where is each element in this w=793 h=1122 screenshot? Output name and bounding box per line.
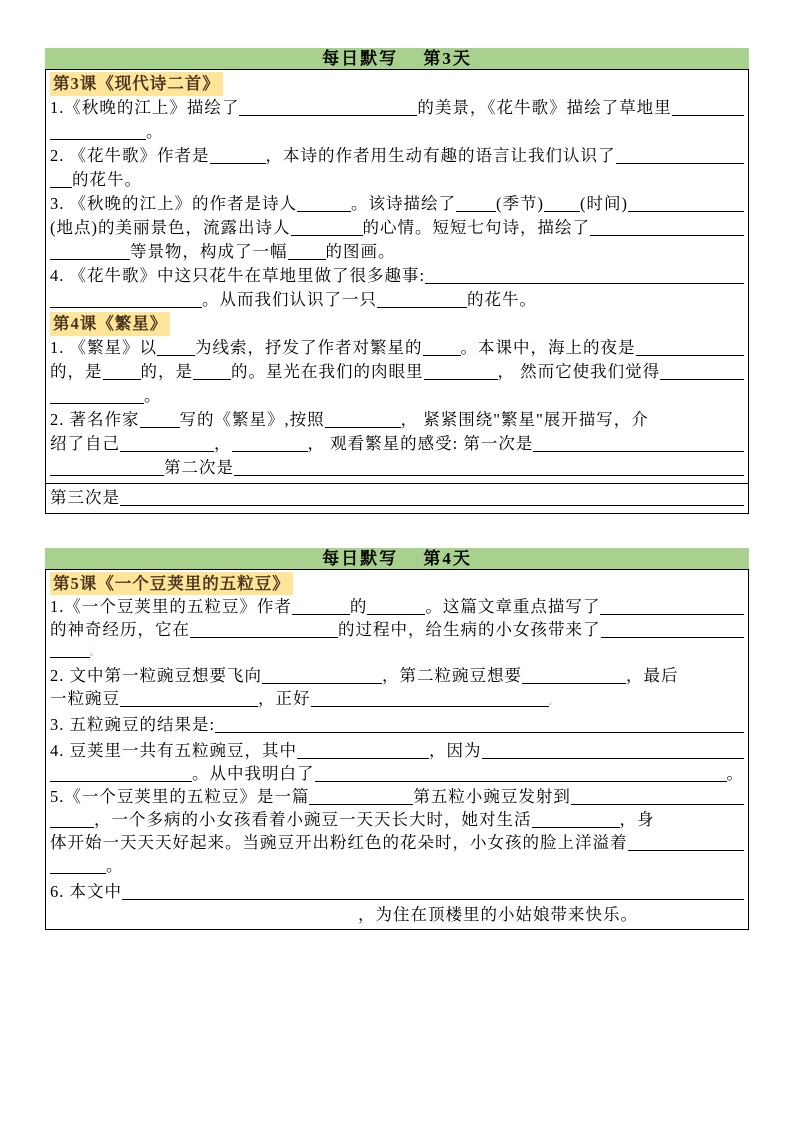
worksheet-line xyxy=(50,831,744,854)
day4-dictation-table xyxy=(45,569,749,930)
blank-underline xyxy=(590,233,744,236)
blank-underline xyxy=(103,377,141,380)
blank-underline xyxy=(628,848,745,851)
worksheet-line xyxy=(50,595,744,618)
text-run: 的花牛。 xyxy=(467,290,537,309)
text-run: ， xyxy=(214,434,232,453)
blank-underline xyxy=(50,655,90,658)
worksheet-line xyxy=(50,432,744,456)
worksheet-line xyxy=(50,408,744,432)
text-run: 的，是 xyxy=(50,362,103,381)
text-run: 。该诗描绘了 xyxy=(351,194,456,213)
blank-underline xyxy=(628,209,744,212)
text-run: ，身 xyxy=(619,810,655,829)
blank-underline xyxy=(636,353,745,356)
text-run: 1.《秋晚的江上》描绘了 xyxy=(50,98,240,117)
worksheet-line xyxy=(50,664,744,687)
red-punctuation: 。 xyxy=(90,647,101,657)
text-run: 体开始一天天天好起来。当豌豆开出粉红色的花朵时，小女孩的脸上洋溢着 xyxy=(50,833,628,852)
day4-section xyxy=(45,548,749,930)
day4-header-banner: 每日默写 第4天 xyxy=(45,548,749,569)
blank-underline xyxy=(140,425,180,428)
blank-underline xyxy=(672,113,744,116)
blank-underline xyxy=(232,449,308,452)
text-run: 。从而我们认识了一只 xyxy=(202,290,377,309)
blank-underline xyxy=(262,681,382,684)
text-run: 绍了自己 xyxy=(50,434,120,453)
worksheet-line xyxy=(50,486,744,510)
text-run: 的过程中，给生病的小女孩带来了 xyxy=(338,620,601,639)
lesson-title: 第5课《一个豆荚里的五粒豆》 xyxy=(50,572,293,595)
blank-underline xyxy=(193,377,231,380)
worksheet-line xyxy=(50,96,744,120)
text-run: 2. 《花牛歌》作者是 xyxy=(50,146,210,165)
blank-underline xyxy=(291,233,363,236)
blank-underline xyxy=(544,209,580,212)
blank-underline xyxy=(532,825,620,828)
text-run: ，一个多病的小女孩看着小豌豆一天天长大时，她对生活 xyxy=(94,810,532,829)
blank-underline xyxy=(377,305,467,308)
text-run: 6. 本文中 xyxy=(50,882,122,901)
blank-underline xyxy=(190,635,338,638)
text-run: 的，是 xyxy=(140,362,193,381)
text-run: 的 xyxy=(349,597,368,616)
text-run: 的花牛。 xyxy=(72,170,142,189)
blank-underline xyxy=(50,871,106,874)
text-run: 的心情。短短七句诗，描绘了 xyxy=(362,218,590,237)
blank-underline xyxy=(325,425,401,428)
text-run: 1. 《繁星》以 xyxy=(50,338,157,357)
text-run: 。 xyxy=(106,856,124,875)
blank-underline xyxy=(234,473,744,476)
table-row xyxy=(46,70,748,483)
text-run: ， 紧紧围绕"繁星"展开描写，介 xyxy=(400,410,649,429)
spacer xyxy=(50,919,358,920)
text-run: 2. 文中第一粒豌豆想要飞向 xyxy=(50,666,262,685)
blank-underline xyxy=(601,635,745,638)
worksheet-line xyxy=(50,312,744,336)
blank-underline xyxy=(292,612,350,615)
text-run: 3. 五粒豌豆的结果是: xyxy=(50,715,216,734)
worksheet-line xyxy=(50,903,744,926)
blank-underline xyxy=(315,779,727,782)
text-run: 。这篇文章重点描写了 xyxy=(425,597,601,616)
text-run: 写的《繁星》,按照 xyxy=(179,410,325,429)
text-run: (时间) xyxy=(580,194,628,213)
worksheet-line xyxy=(50,192,744,216)
text-run: 等景物，构成了一幅 xyxy=(130,242,288,261)
worksheet-line xyxy=(50,72,744,96)
text-run: ， 然而它使我们觉得 xyxy=(497,362,661,381)
blank-underline xyxy=(50,257,130,260)
blank-underline xyxy=(533,449,744,452)
text-run: 1.《一个豆荚里的五粒豆》作者 xyxy=(50,597,292,616)
text-run: 的美景，《花牛歌》描绘了草地里 xyxy=(417,98,672,117)
blank-underline xyxy=(157,353,195,356)
text-run: 4. 豆荚里一共有五粒豌豆，其中 xyxy=(50,741,297,760)
worksheet-line xyxy=(50,456,744,480)
text-run: 。 xyxy=(726,764,744,783)
worksheet-line xyxy=(50,739,744,762)
table-row xyxy=(46,570,748,929)
blank-underline xyxy=(600,612,744,615)
worksheet-line xyxy=(50,384,744,408)
blank-underline xyxy=(660,377,744,380)
worksheet-line xyxy=(50,168,744,192)
blank-underline xyxy=(482,756,745,759)
text-run: 的。星光在我们的肉眼里 xyxy=(231,362,424,381)
worksheet-line xyxy=(50,572,744,595)
text-run: 。 xyxy=(144,386,162,405)
blank-underline xyxy=(571,802,744,805)
blank-underline xyxy=(616,161,745,164)
text-run: 4. 《花牛歌》中这只花牛在草地里做了很多趣事: xyxy=(50,266,426,285)
worksheet-line xyxy=(50,264,744,288)
text-run: ，因为 xyxy=(429,741,482,760)
blank-underline xyxy=(210,161,266,164)
blank-underline xyxy=(50,779,192,782)
blank-underline xyxy=(215,730,744,733)
worksheet-line xyxy=(50,854,744,877)
text-run: 一粒豌豆 xyxy=(50,689,120,708)
worksheet-line xyxy=(50,216,744,240)
text-run: 。 xyxy=(146,122,164,141)
blank-underline xyxy=(50,473,164,476)
blank-underline xyxy=(424,377,498,380)
text-run: ，本诗的作者用生动有趣的语言让我们认识了 xyxy=(265,146,616,165)
text-run: 的神奇经历，它在 xyxy=(50,620,190,639)
blank-underline xyxy=(50,401,144,404)
text-run: (季节) xyxy=(496,194,544,213)
lesson-title: 第4课《繁星》 xyxy=(50,312,170,336)
worksheet-line xyxy=(50,785,744,808)
blank-underline xyxy=(120,503,744,506)
blank-underline xyxy=(367,612,425,615)
text-run: 的图画。 xyxy=(325,242,396,261)
worksheet-line xyxy=(50,808,744,831)
blank-underline xyxy=(425,281,744,284)
text-run: ，最后 xyxy=(626,666,679,685)
text-run: 第二次是 xyxy=(164,458,234,477)
blank-underline xyxy=(309,802,413,805)
blank-underline xyxy=(456,209,496,212)
blank-underline xyxy=(297,756,429,759)
worksheet-line xyxy=(50,144,744,168)
worksheet-line xyxy=(50,641,744,664)
worksheet-line xyxy=(50,336,744,360)
text-run: 第五粒小豌豆发射到 xyxy=(413,787,571,806)
lesson-title: 第3课《现代诗二首》 xyxy=(50,72,223,96)
blank-underline xyxy=(50,185,72,188)
worksheet-line xyxy=(50,120,744,144)
worksheet-line xyxy=(50,240,744,264)
day3-dictation-table xyxy=(45,69,749,514)
text-run: 3. 《秋晚的江上》的作者是诗人 xyxy=(50,194,297,213)
text-run: 2. 著名作家 xyxy=(50,410,140,429)
text-run: 。从中我明白了 xyxy=(192,764,315,783)
text-run: ，正好 xyxy=(258,689,311,708)
blank-underline xyxy=(311,704,549,707)
worksheet-line xyxy=(50,618,744,641)
blank-underline xyxy=(522,681,626,684)
blank-underline xyxy=(288,257,326,260)
blank-underline xyxy=(120,704,258,707)
blank-underline xyxy=(50,305,202,308)
text-run: ， 观看繁星的感受: 第一次是 xyxy=(307,434,534,453)
text-run: 为线索，抒发了作者对繁星的 xyxy=(195,338,423,357)
worksheet-line xyxy=(50,687,744,713)
worksheet-line xyxy=(50,360,744,384)
blank-underline xyxy=(239,113,417,116)
text-run: ，为住在顶楼里的小姑娘带来快乐。 xyxy=(358,905,638,924)
blank-underline xyxy=(122,897,744,900)
blank-underline xyxy=(297,209,351,212)
worksheet-line xyxy=(50,762,744,785)
worksheet-line xyxy=(50,288,744,312)
red-punctuation: 。 xyxy=(548,696,559,706)
text-run: ，第二粒豌豆想要 xyxy=(382,666,522,685)
table-row xyxy=(46,483,748,513)
text-run: (地点)的美丽景色，流露出诗人 xyxy=(50,218,291,237)
text-run: 5.《一个豆荚里的五粒豆》是一篇 xyxy=(50,787,310,806)
blank-underline xyxy=(50,825,94,828)
blank-underline xyxy=(50,137,146,140)
worksheet-line xyxy=(50,880,744,903)
day3-section xyxy=(45,48,749,514)
day3-header-banner: 每日默写 第3天 xyxy=(45,48,749,69)
text-run: 第三次是 xyxy=(50,488,120,507)
worksheet-line xyxy=(50,713,744,736)
blank-underline xyxy=(423,353,461,356)
blank-underline xyxy=(120,449,214,452)
text-run: 。本课中，海上的夜是 xyxy=(460,338,636,357)
